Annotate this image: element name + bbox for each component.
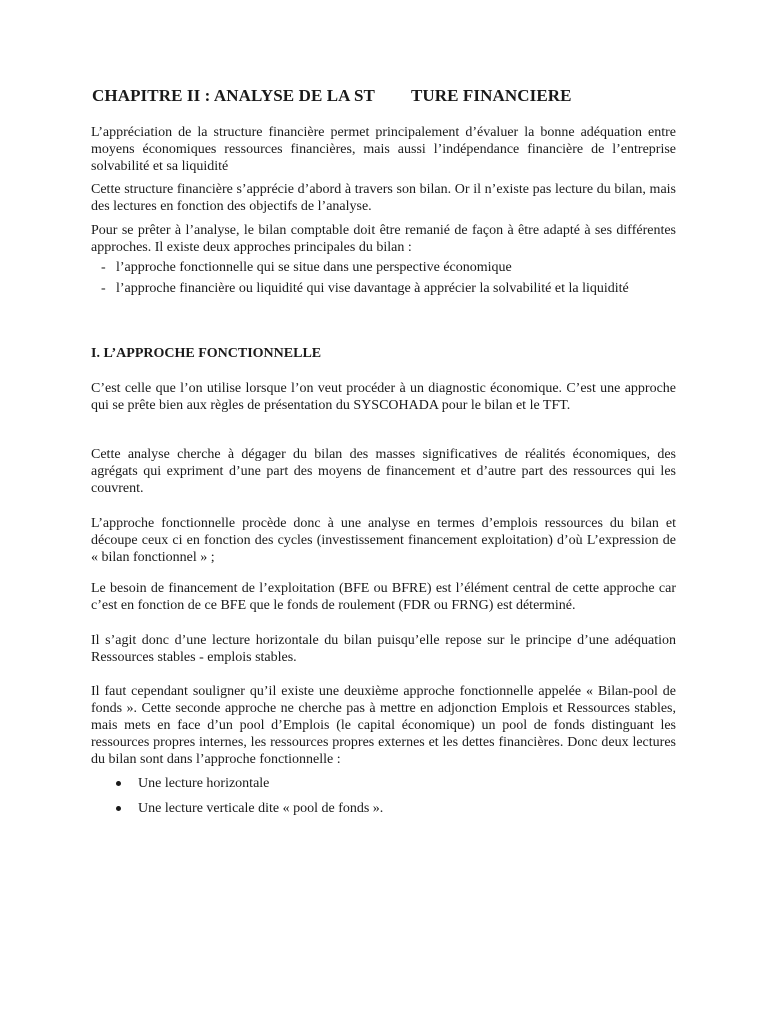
- list-item: [116, 775, 676, 800]
- list-item: [116, 800, 676, 825]
- dash-marker: -: [101, 260, 106, 275]
- section-paragraph-3: L’approche fonctionnelle procède donc à une analyse en termes d’emplois ressources du bilan et découpe ceux ci en fonction des cycles (investissement financement exploitation) d’où L’expression de « bilan fonctionnel » ;: [91, 516, 676, 565]
- intro-paragraph-2: Cette structure financière s’apprécie d’abord à travers son bilan. Or il n’existe pas lecture du bilan, mais des lectures en fonction des objectifs de l’analyse.: [91, 182, 676, 214]
- chapter-title-part-1: CHAPITRE II : ANALYSE DE LA ST: [92, 86, 375, 105]
- list-item-text: Une lecture verticale dite « pool de fonds ».: [138, 801, 384, 816]
- intro-paragraph-1: L’appréciation de la structure financière permet principalement d’évaluer la bonne adéquation entre moyens économiques ressources financières, mais aussi l’indépendance financière de l’entreprise solvabilité et sa liquidité: [91, 125, 676, 174]
- list-item: [101, 280, 676, 297]
- list-item: [101, 259, 676, 276]
- chapter-title: [92, 86, 572, 106]
- list-item-text: Une lecture horizontale: [138, 776, 270, 791]
- list-item-text: l’approche fonctionnelle qui se situe dans une perspective économique: [116, 260, 512, 275]
- bullet-icon: [116, 781, 121, 786]
- section-paragraph-4a: Le besoin de financement de l’exploitation (BFE ou BFRE) est l’élément central de cette approche car c’est en fonction de ce BFE que le fonds de roulement (FDR ou FRNG) est déterminé.: [91, 581, 676, 613]
- chapter-title-part-2: TURE FINANCIERE: [410, 86, 572, 105]
- approaches-list: [101, 259, 676, 297]
- section-paragraph-2: Cette analyse cherche à dégager du bilan des masses significatives de réalités économiques, des agrégats qui expriment d’une part des moyens de financement et d’autre part des ressources qui les couvrent.: [91, 447, 676, 496]
- readings-list: [116, 775, 676, 825]
- section-paragraph-5: Il faut cependant souligner qu’il existe une deuxième approche fonctionnelle appelée « Bilan-pool de fonds ». Cette seconde approche ne cherche pas à mettre en adjonction Emplois et Ressources stables, mais mets en face d’un pool d’Emplois (le capital économique) un pool de fonds distinguant les ressources propres internes, les ressources propres externes et les dettes financières. Donc deux lectures du bilan sont dans l’approche fonctionnelle :: [91, 684, 676, 767]
- intro-paragraph-3: Pour se prêter à l’analyse, le bilan comptable doit être remanié de façon à être adapté à ses différentes approches. Il existe deux approches principales du bilan :: [91, 223, 676, 255]
- dash-marker: -: [101, 281, 106, 296]
- list-item-text: l’approche financière ou liquidité qui vise davantage à apprécier la solvabilité et la liquidité: [116, 281, 629, 296]
- section-paragraph-4b: Il s’agit donc d’une lecture horizontale du bilan puisqu’elle repose sur le principe d’une adéquation Ressources stables - emplois stables.: [91, 633, 676, 665]
- section-heading: I. L’APPROCHE FONCTIONNELLE: [91, 346, 322, 361]
- section-paragraph-1: C’est celle que l’on utilise lorsque l’on veut procéder à un diagnostic économique. C’est une approche qui se prête bien aux règles de présentation du SYSCOHADA pour le bilan et le TFT.: [91, 381, 676, 413]
- bullet-icon: [116, 806, 121, 811]
